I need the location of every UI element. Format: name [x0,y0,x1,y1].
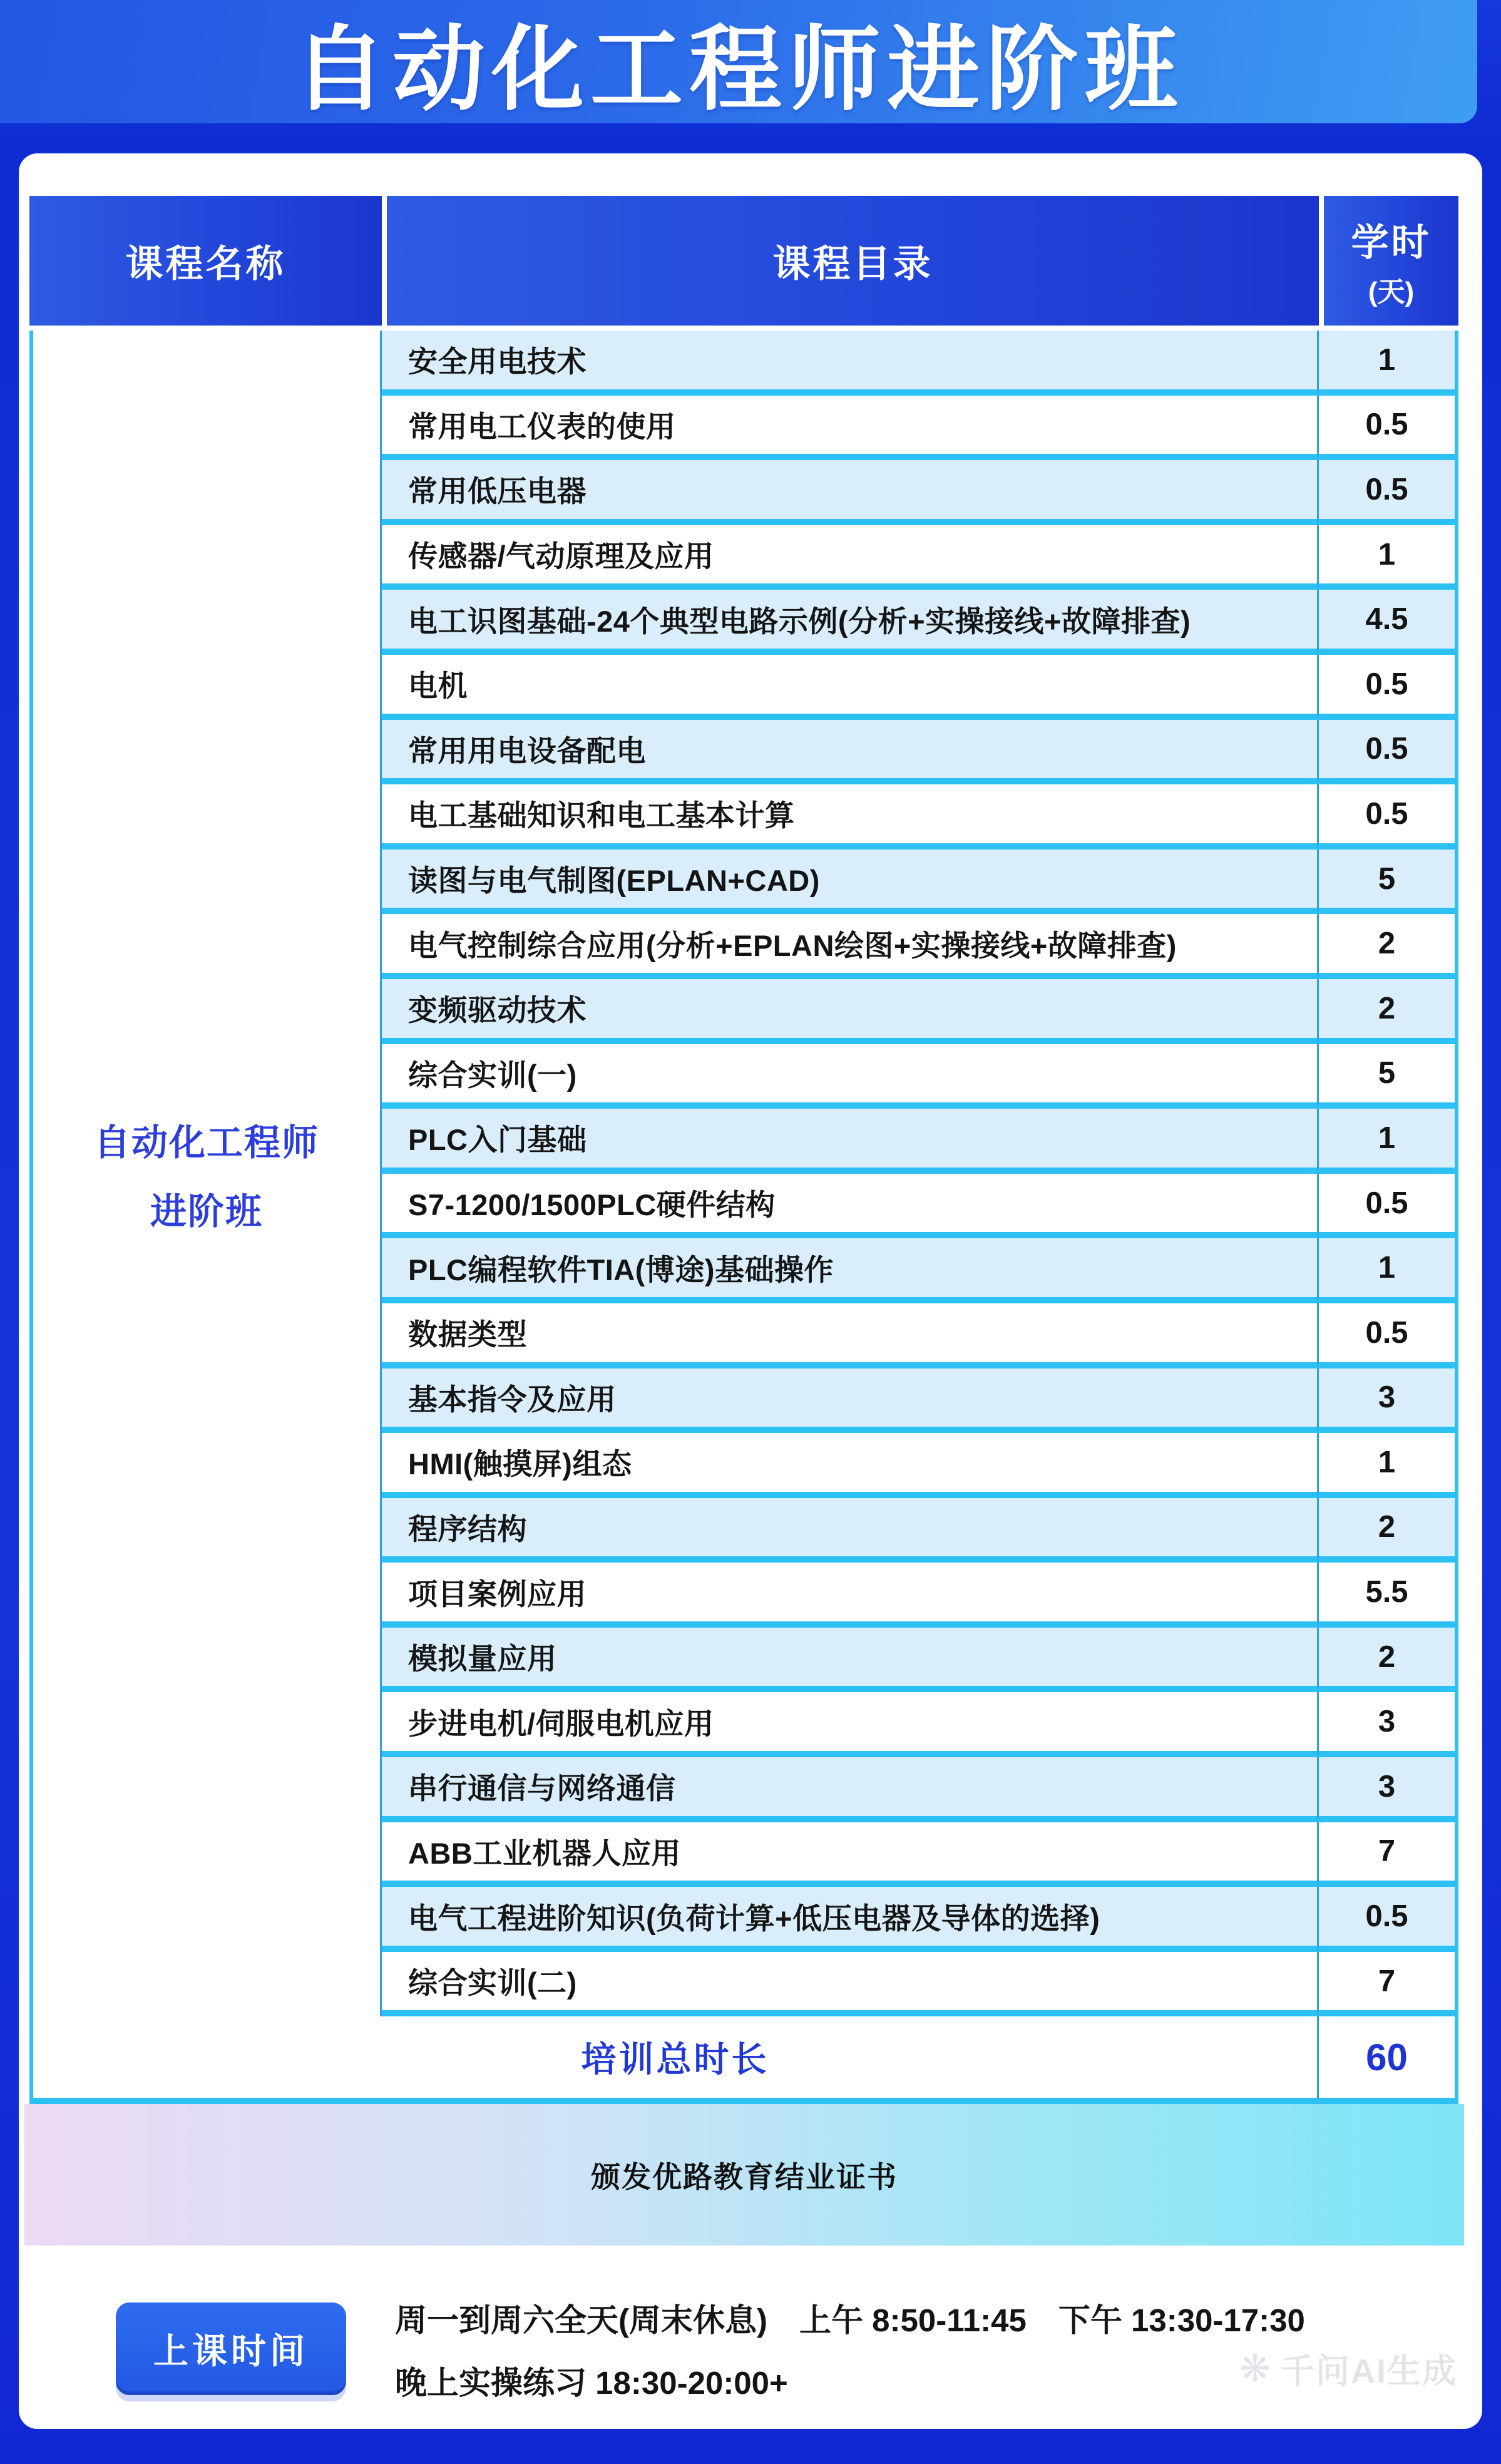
title-banner [0,0,1477,123]
course-hours-cell: 1 [1317,1109,1455,1174]
course-topic-cell: ABB工业机器人应用 [382,1822,1317,1887]
course-topic-cell: 变频驱动技术 [382,979,1317,1044]
total-label: 培训总时长 [581,2040,769,2079]
course-topic-cell: 基本指令及应用 [382,1368,1317,1434]
course-hours-cell: 1 [1317,331,1455,396]
course-topic-cell: 电机 [382,655,1317,720]
course-hours-cell: 1 [1317,1238,1455,1303]
total-row [29,2016,1458,2104]
course-topic-cell: 综合实训(一) [382,1044,1317,1109]
watermark-text: 千问AI生成 [1281,2353,1457,2390]
course-hours-cell: 3 [1317,1692,1455,1757]
header-hours: 学时 (天) [1319,196,1458,326]
page-title: 自动化工程师进阶班 [294,18,1184,121]
course-hours-cell: 0.5 [1317,1887,1455,1952]
course-topic-cell: 电气控制综合应用(分析+EPLAN绘图+实操接线+故障排查) [382,914,1317,979]
course-hours-cell: 1 [1317,1433,1455,1498]
course-hours-cell: 1 [1317,525,1455,590]
course-topic-cell: 数据类型 [382,1303,1317,1368]
course-topic-cell: 项目案例应用 [382,1563,1317,1628]
course-hours-cell: 2 [1317,1498,1455,1563]
course-topic-cell: 常用低压电器 [382,460,1317,525]
course-topic-cell: 模拟量应用 [382,1628,1317,1693]
course-hours-cell: 7 [1317,1952,1455,2017]
certificate-band [24,2104,1464,2246]
course-name-line1: 自动化工程师 [93,1122,319,1163]
course-topic-cell: 电工识图基础-24个典型电路示例(分析+实操接线+故障排查) [382,590,1317,655]
course-hours-cell: 2 [1317,914,1455,979]
watermark [1239,2344,1457,2393]
watermark-logo-icon: ❋ [1239,2347,1272,2390]
schedule-line-1: 周一到周六全天(周末休息) 上午 8:50-11:45 下午 13:30-17:30 [395,2302,1305,2338]
course-topic-cell: 传感器/气动原理及应用 [382,525,1317,590]
course-topic-cell: 步进电机/伺服电机应用 [382,1692,1317,1757]
course-hours-cell: 0.5 [1317,1174,1455,1239]
course-hours-cell: 5.5 [1317,1563,1455,1628]
course-hours-cell: 5 [1317,1044,1455,1109]
table-body [29,331,1458,2016]
certificate-text: 颁发优路教育结业证书 [591,2160,898,2194]
course-hours-cell: 3 [1317,1757,1455,1822]
course-hours-cell: 7 [1317,1822,1455,1887]
total-value: 60 [1317,2016,1455,2098]
course-hours-cell: 0.5 [1317,396,1455,461]
course-hours-cell: 0.5 [1317,720,1455,785]
course-topic-cell: 常用用电设备配电 [382,720,1317,785]
course-topic-cell: 综合实训(二) [382,1952,1317,2017]
course-hours-cell: 0.5 [1317,655,1455,720]
schedule-lines [395,2294,1305,2403]
course-hours-cell: 5 [1317,850,1455,915]
course-hours-cell: 0.5 [1317,1303,1455,1368]
course-hours-cell: 0.5 [1317,460,1455,525]
course-topic-cell: 电工基础知识和电工基本计算 [382,784,1317,850]
course-hours-cell: 2 [1317,1628,1455,1693]
course-topic-cell: 电气工程进阶知识(负荷计算+低压电器及导体的选择) [382,1887,1317,1952]
course-topic-cell: 安全用电技术 [382,331,1317,396]
course-topic-cell: 串行通信与网络通信 [382,1757,1317,1822]
header-course-name: 课程名称 [29,196,382,326]
course-topic-cell: PLC入门基础 [382,1109,1317,1174]
schedule-line-2: 晚上实操练习 18:30-20:00+ [395,2365,788,2401]
course-hours-cell: 4.5 [1317,590,1455,655]
course-hours-cell: 3 [1317,1368,1455,1434]
course-topic-cell: S7-1200/1500PLC硬件结构 [382,1174,1317,1239]
course-topic-cell: HMI(触摸屏)组态 [382,1433,1317,1498]
course-name-line2: 进阶班 [150,1191,263,1232]
course-hours-cell: 0.5 [1317,784,1455,850]
class-time-button[interactable]: 上课时间 [116,2302,346,2395]
course-topic-cell: 常用电工仪表的使用 [382,396,1317,461]
course-topic-cell: 读图与电气制图(EPLAN+CAD) [382,850,1317,915]
main-card [19,153,1482,2429]
table-header-row [29,196,1458,326]
header-course-catalog: 课程目录 [382,196,1319,326]
course-name-cell [33,331,382,2016]
course-topic-cell: 程序结构 [382,1498,1317,1563]
course-hours-cell: 2 [1317,979,1455,1044]
course-topic-cell: PLC编程软件TIA(博途)基础操作 [382,1238,1317,1303]
